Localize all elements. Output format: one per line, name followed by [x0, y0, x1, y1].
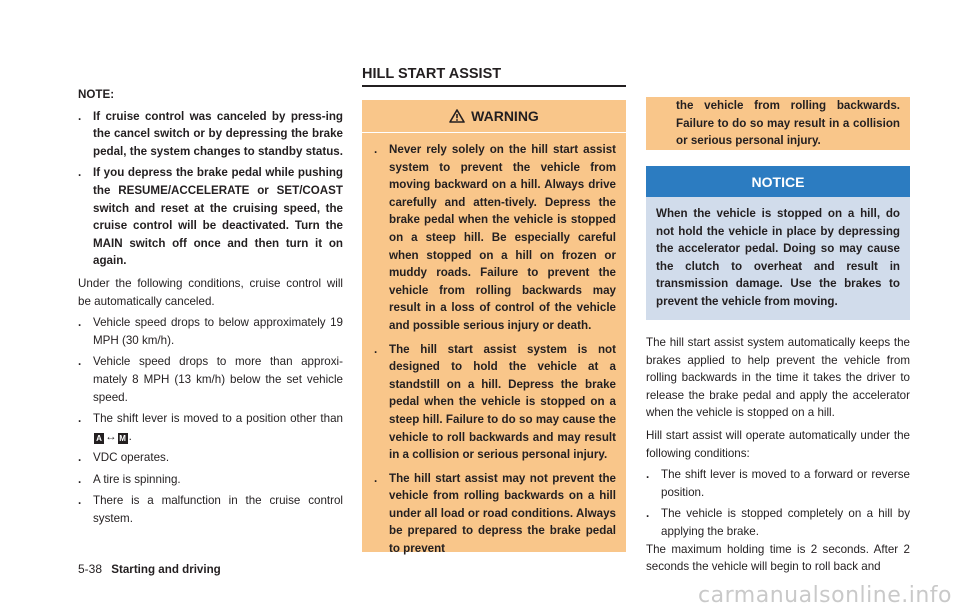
condition-item: [78, 471, 343, 489]
arrow: ↔: [105, 429, 117, 443]
note-title: NOTE:: [78, 88, 115, 101]
note-text: If cruise control was canceled by press-ing the cancel switch or by depressing the brake pedal, the system changes to standby status.: [93, 109, 343, 158]
notice-body: When the vehicle is stopped on a hill, do not hold the vehicle in place by depressing the accelerator pedal. Doing so may cause the clutch to overheat and result in transmission damage. Use the brakes to prevent the vehicle from moving.: [656, 207, 900, 308]
bullet: .: [78, 472, 82, 486]
bullet: .: [374, 471, 378, 485]
note-item: [78, 164, 343, 270]
notice-title: NOTICE: [646, 166, 910, 197]
bullet: .: [78, 109, 82, 123]
condition-item: [78, 492, 343, 527]
warning-item: [374, 470, 616, 558]
warning-triangle-icon: [449, 109, 465, 123]
warning-item: [374, 341, 616, 464]
condition-item: [646, 466, 910, 501]
key-m-icon: M: [119, 433, 126, 443]
hill-assist-para: The hill start assist system automatically keeps the brakes applied to help prevent the vehicle from rolling backwards in the time it takes the driver to release the brake pedal and apply the accelerator when the vehicle is stopped on a hill.: [646, 336, 910, 420]
holding-time-para: The maximum holding time is 2 seconds. After 2 seconds the vehicle will begin to roll back and: [646, 542, 910, 574]
condition-text: A tire is spinning.: [93, 472, 181, 486]
bullet: .: [78, 451, 82, 465]
bullet: .: [78, 166, 82, 180]
warning-text: The hill start assist may not prevent the vehicle from rolling backwards on a hill under all load or road conditions. Always be prepared to depress the brake pedal to prevent: [389, 471, 616, 556]
section-title: HILL START ASSIST: [362, 66, 626, 87]
bullet: .: [78, 494, 82, 508]
condition-text: [93, 410, 343, 445]
warning-text: The hill start assist system is not designed to hold the vehicle at a standstill on a hill. Depress the brake pedal when the vehicle is stopped on a steep hill. Failure to do so may cause the vehicle to roll backwards and may result in a collision or serious personal injury.: [389, 342, 616, 462]
condition-text: Vehicle speed drops to more than approxi-mately 8 MPH (13 km/h) below the set vehicle speed.: [93, 355, 343, 404]
cancel-intro: Under the following conditions, cruise control will be automatically canceled.: [78, 276, 343, 308]
condition-item: [78, 410, 343, 445]
section-name: Starting and driving: [111, 563, 221, 576]
condition-text: The vehicle is stopped completely on a hill by applying the brake.: [661, 507, 910, 538]
warning-text: Never rely solely on the hill start assist system to prevent the vehicle from moving backward on a hill. Always drive carefully and atten-tively. Depress the brake pedal when the vehicle is stopped on a steep hill. Be especially careful when stopped on a hill on frozen or muddy roads. Failure to prevent the vehicle from rolling backwards may result in a loss of control of the vehicle and possible serious injury or death.: [389, 143, 616, 332]
period: .: [128, 429, 132, 443]
warning-continued: the vehicle from rolling backwards. Failure to do so may result in a collision or serious personal injury.: [646, 97, 910, 150]
condition-text: There is a malfunction in the cruise control system.: [93, 494, 343, 526]
watermark: carmanualsonline.info: [698, 583, 952, 608]
bullet: .: [78, 355, 82, 369]
warning-item: [374, 141, 616, 335]
note-item: [78, 108, 343, 161]
shift-text: The shift lever is moved to a position other than: [93, 412, 343, 426]
note-text: If you depress the brake pedal while pushing the RESUME/ACCELERATE or SET/COAST switch and reset at the cruising speed, the cruise control will be deactivated. Turn the MAIN switch off once and then turn it on again.: [93, 166, 343, 268]
warning-title: WARNING: [471, 108, 539, 124]
bullet: .: [78, 412, 82, 426]
bullet: .: [78, 316, 82, 330]
warning-header: [362, 100, 626, 133]
bullet: .: [646, 507, 650, 521]
page-footer: [78, 562, 221, 576]
warning-box: [362, 100, 626, 556]
key-a-icon: A: [94, 433, 104, 444]
condition-item: [78, 449, 343, 467]
bullet: .: [646, 468, 650, 482]
notice-box: [646, 166, 910, 320]
left-column: [78, 86, 343, 528]
warning-body: [362, 133, 626, 558]
hill-assist-conditions-intro: Hill start assist will operate automatically under the following conditions:: [646, 428, 910, 460]
page-number: 5-38: [78, 562, 103, 576]
condition-text: The shift lever is moved to a forward or reverse position.: [661, 468, 910, 499]
right-column-text: [646, 334, 910, 576]
condition-item: [646, 505, 910, 540]
bullet: .: [374, 342, 378, 356]
condition-item: [78, 353, 343, 406]
condition-item: [78, 314, 343, 349]
bullet: .: [374, 143, 378, 156]
condition-text: VDC operates.: [93, 451, 170, 465]
condition-text: Vehicle speed drops to below approximately 19 MPH (30 km/h).: [93, 316, 343, 347]
